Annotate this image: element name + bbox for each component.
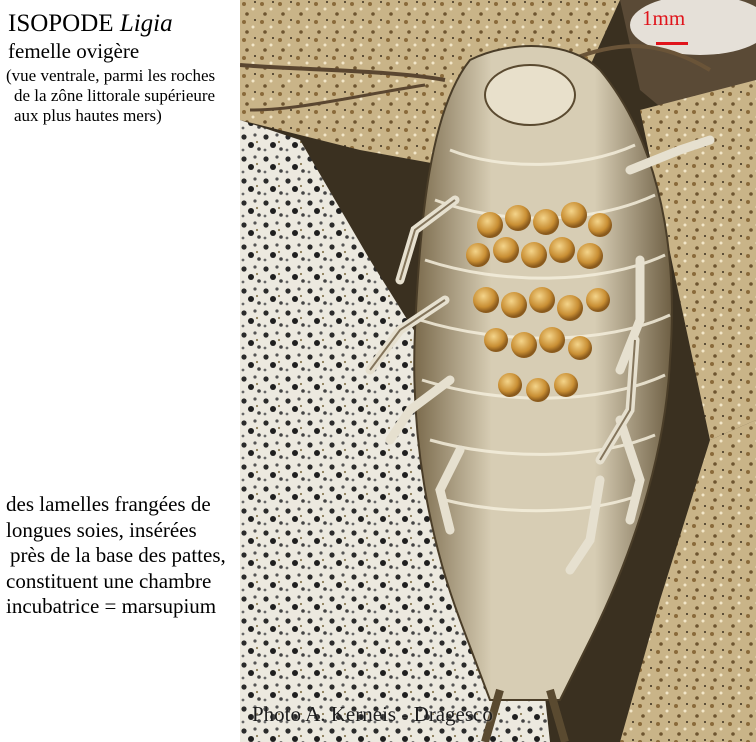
species-title bbox=[8, 10, 173, 38]
habitat-note bbox=[6, 66, 215, 126]
isopod-illustration bbox=[240, 0, 756, 742]
caption-line: des lamelles frangées de bbox=[6, 492, 211, 516]
photo-credit: Photo A. Kerneis - Dragesco bbox=[252, 702, 493, 726]
order-name: ISOPODE bbox=[8, 10, 114, 37]
habitat-note-line: (vue ventrale, parmi les roches bbox=[6, 66, 216, 85]
caption-line: longues soies, insérées bbox=[6, 517, 197, 542]
caption-line: près de la base des pattes, bbox=[10, 543, 226, 567]
caption-line: constituent une chambre bbox=[6, 568, 212, 593]
specimen-subtitle: femelle ovigère bbox=[8, 39, 140, 63]
caption-line: incubatrice = marsupium bbox=[6, 594, 217, 618]
text-panel bbox=[0, 0, 240, 742]
marsupium-caption bbox=[6, 492, 226, 620]
scale-bar bbox=[656, 42, 688, 45]
habitat-note-line: aux plus hautes mers) bbox=[14, 106, 162, 125]
habitat-note-line: de la zône littorale supérieure bbox=[14, 86, 216, 105]
genus-name: Ligia bbox=[119, 10, 173, 37]
isopod-photo bbox=[240, 0, 756, 742]
scale-label: 1mm bbox=[642, 6, 686, 30]
isopod-head bbox=[485, 65, 575, 125]
